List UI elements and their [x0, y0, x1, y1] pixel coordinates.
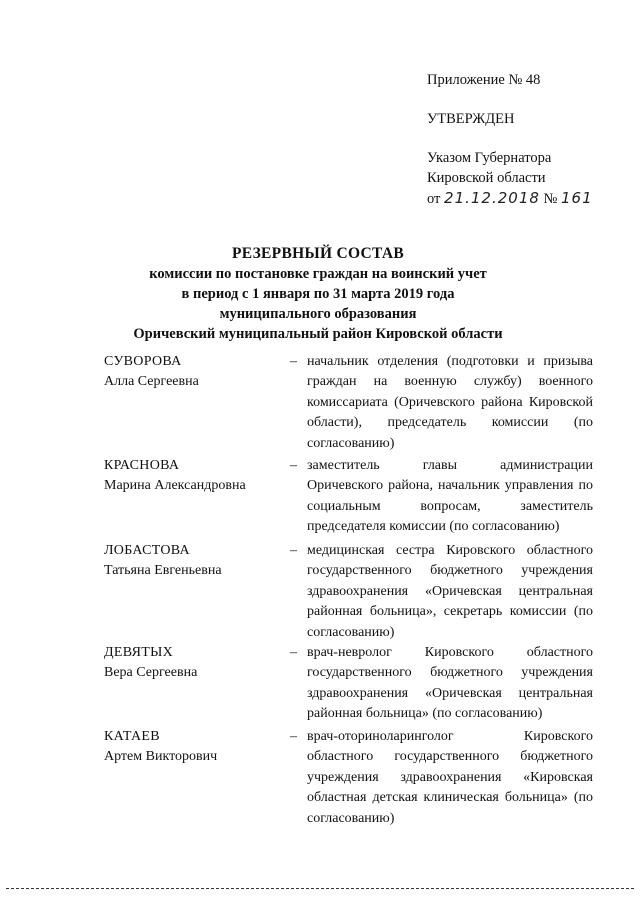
member-given-name: Алла Сергеевна — [104, 374, 199, 390]
member-name — [104, 456, 284, 497]
title-line-5: Оричевский муниципальный район Кировской области — [133, 326, 503, 342]
title-line-1: РЕЗЕРВНЫЙ СОСТАВ — [231, 245, 405, 262]
appendix-number: Приложение № 48 — [427, 72, 541, 88]
member-name — [104, 352, 284, 393]
member-description: врач-оториноларинголог Кировского областного государственного бюджетного учреждения здравоохранения «Кировская областная детская клиническая больница» (по согласованию) — [307, 729, 593, 826]
member-given-name: Вера Сергеевна — [104, 665, 198, 681]
member-name — [104, 643, 284, 684]
member-surname: ДЕВЯТЫХ — [104, 645, 174, 660]
member-given-name: Марина Александровна — [104, 478, 246, 494]
handwritten-number: 161 — [561, 189, 593, 207]
approval-header — [427, 70, 627, 209]
member-surname: КРАСНОВА — [104, 458, 180, 473]
decree-line-1: Указом Губернатора — [427, 150, 552, 166]
page-bottom-rule — [6, 888, 634, 889]
member-dash: – — [290, 458, 297, 473]
member-name — [104, 541, 284, 582]
member-description: начальник отделения (подготовки и призыва граждан на военную службу) военного комиссариата (Оричевского района Кировской области), председатель комиссии (по согласованию) — [307, 354, 593, 451]
member-description: заместитель главы администрации Оричевского района, начальник управления по социальным вопросам, заместитель председателя комиссии (по согласованию) — [307, 458, 593, 535]
approved-stamp: УТВЕРЖДЕН — [427, 111, 515, 127]
handwritten-date: 21.12.2018 — [444, 189, 540, 207]
decree-date-line — [427, 188, 627, 209]
member-dash: – — [290, 645, 297, 660]
member-given-name: Артем Викторович — [104, 749, 218, 765]
title-line-4: муниципального образования — [219, 306, 417, 322]
title-line-2: комиссии по постановке граждан на воинский учет — [149, 266, 487, 282]
member-dash: – — [290, 729, 297, 744]
number-prefix: № — [543, 191, 558, 207]
title-line-3: в период с 1 января по 31 марта 2019 года — [181, 286, 455, 302]
member-description: врач-невролог Кировского областного государственного бюджетного учреждения здравоохранения «Оричевская центральная районная больница» (по согласованию) — [307, 645, 593, 722]
member-surname: СУВОРОВА — [104, 354, 182, 369]
decree-line-2: Кировской области — [427, 170, 546, 186]
member-surname: ЛОБАСТОВА — [104, 543, 190, 558]
document-title — [100, 244, 536, 344]
member-surname: КАТАЕВ — [104, 729, 160, 744]
member-name — [104, 727, 284, 768]
date-prefix: от — [427, 191, 441, 207]
member-description: медицинская сестра Кировского областного государственного бюджетного учреждения здравоохранения «Оричевская центральная районная больница», секретарь комиссии (по согласованию) — [307, 543, 593, 640]
member-dash: – — [290, 543, 297, 558]
member-dash: – — [290, 354, 297, 369]
member-given-name: Татьяна Евгеньевна — [104, 563, 222, 579]
